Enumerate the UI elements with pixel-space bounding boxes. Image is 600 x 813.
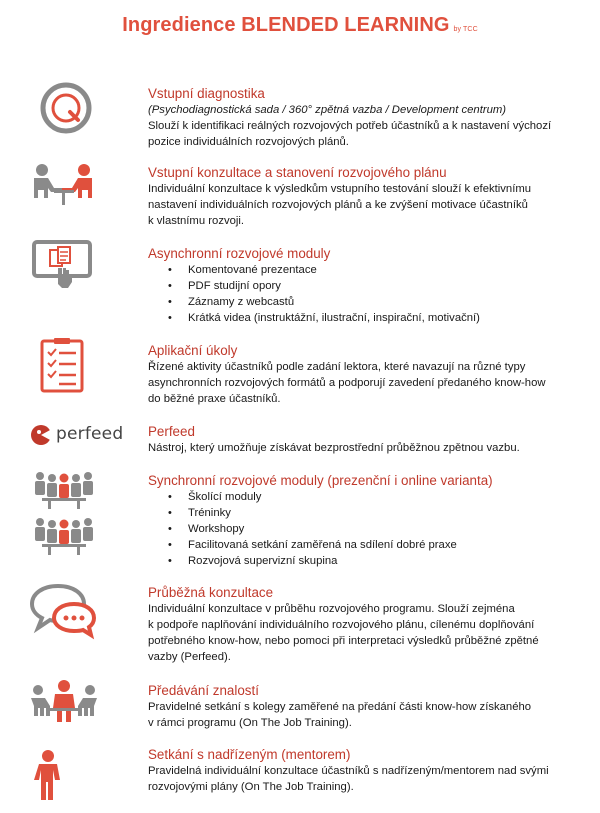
- section-text-line: do běžné praxe účastníků.: [148, 393, 281, 405]
- perfeed-logo: [30, 424, 130, 446]
- list-item: [148, 310, 588, 326]
- bullet-icon: •: [168, 296, 172, 308]
- section-text-line: k podpoře naplňování individuálního rozvojového plánu, cílenému doplňování: [148, 619, 535, 631]
- list-item: [148, 294, 588, 310]
- list-item: [148, 521, 588, 537]
- list-item-text: Rozvojová supervizní skupina: [188, 555, 338, 567]
- section-subtitle: (Psychodiagnostická sada / 360° zpětná vazba / Development centrum): [148, 104, 507, 116]
- section-list: [148, 262, 588, 326]
- knowledge-sharing-icon: [28, 678, 100, 738]
- consultation-icon: [28, 160, 100, 220]
- section-text-line: potřebného know-how, nebo pomoci při interpretaci výsledků průběžné zpětné: [148, 635, 539, 647]
- section-text-line: vazby (Perfeed).: [148, 651, 231, 663]
- page-title-text: Ingredience BLENDED LEARNING: [122, 14, 450, 36]
- section-title: Předávání znalostí: [148, 683, 259, 698]
- section-text-line: nastavení individuálních rozvojových plánů a ke zvýšení motivace účastníků: [148, 199, 528, 211]
- list-item: [148, 553, 588, 569]
- section-title: Perfeed: [148, 424, 195, 439]
- bullet-icon: •: [168, 523, 172, 535]
- speech-bubbles-icon: [28, 580, 100, 640]
- section-text-line: rozvojovými plány (On The Job Training).: [148, 781, 354, 793]
- section-vstupni-diagnostika: [148, 85, 588, 150]
- checklist-icon: [28, 336, 100, 396]
- section-title: Asynchronní rozvojové moduly: [148, 246, 331, 261]
- section-text-line: Nástroj, který umožňuje získávat bezprostřední průběžnou zpětnou vazbu.: [148, 442, 520, 454]
- magnifier-icon: [28, 78, 100, 138]
- list-item: [148, 278, 588, 294]
- bullet-icon: •: [168, 491, 172, 503]
- tablet-icon: [28, 238, 100, 298]
- perfeed-logo-text: perfeed: [56, 424, 124, 444]
- list-item-text: Tréninky: [188, 507, 231, 519]
- bullet-icon: •: [168, 312, 172, 324]
- section-title: Synchronní rozvojové moduly (prezenční i online varianta): [148, 473, 493, 488]
- section-title: Aplikační úkoly: [148, 343, 238, 358]
- section-synchronni-moduly: [148, 472, 588, 569]
- section-title: Průběžná konzultace: [148, 585, 274, 600]
- bullet-icon: •: [168, 539, 172, 551]
- list-item-text: Facilitovaná setkání zaměřená na sdílení dobré praxe: [188, 539, 457, 551]
- section-text-line: Individuální konzultace k výsledkům vstupního testování slouží k efektivnímu: [148, 183, 532, 195]
- section-text-line: k vlastnímu rozvoji.: [148, 215, 245, 227]
- section-text-line: asynchronních rozvojových formátů a podporují zavedení předaného know-how: [148, 377, 546, 389]
- bullet-icon: •: [168, 507, 172, 519]
- list-item: [148, 262, 588, 278]
- section-text-line: Pravidelné setkání s kolegy zaměřené na předání části know-how získaného: [148, 701, 532, 713]
- section-text-line: Pravidelná individuální konzultace účastníků s nadřízeným/mentorem nad svými: [148, 765, 549, 777]
- bullet-icon: •: [168, 264, 172, 276]
- section-title: Vstupní konzultace a stanovení rozvojového plánu: [148, 165, 447, 180]
- section-text-line: Slouží k identifikaci reálných rozvojových potřeb účastníků a k nastavení výchozí: [148, 120, 552, 132]
- section-title: Setkání s nadřízeným (mentorem): [148, 747, 351, 762]
- section-asynchronni-moduly: [148, 245, 588, 326]
- mentor-icon: [28, 748, 100, 808]
- list-item-text: Záznamy z webcastů: [188, 296, 295, 308]
- section-text-line: v rámci programu (On The Job Training).: [148, 717, 352, 729]
- list-item-text: Komentované prezentace: [188, 264, 317, 276]
- section-text-line: Individuální konzultace v průběhu rozvojového programu. Slouží zejména: [148, 603, 515, 615]
- bullet-icon: •: [168, 280, 172, 292]
- section-text-line: Řízené aktivity účastníků podle zadání lektora, které navazují na různé typy: [148, 361, 526, 373]
- brand-subtitle: by TCC: [453, 26, 478, 33]
- section-aplikacni-ukoly: [148, 342, 588, 407]
- bullet-icon: •: [168, 555, 172, 567]
- section-title: Vstupní diagnostika: [148, 86, 265, 101]
- section-setkani-s-nadrizenym: [148, 746, 588, 795]
- list-item-text: PDF studijní opory: [188, 280, 281, 292]
- group-icon: [28, 470, 100, 560]
- section-perfeed: [148, 423, 588, 456]
- list-item-text: Krátká videa (instruktážní, ilustrační, inspirační, motivační): [188, 312, 480, 324]
- list-item-text: Workshopy: [188, 523, 245, 535]
- section-text-line: pozice individuálních rozvojových plánů.: [148, 136, 349, 148]
- section-predavani-znalosti: [148, 682, 588, 731]
- list-item: [148, 505, 588, 521]
- list-item: [148, 537, 588, 553]
- section-prubezna-konzultace: [148, 584, 588, 665]
- page-title: [0, 14, 600, 37]
- list-item: [148, 489, 588, 505]
- list-item-text: Školící moduly: [188, 491, 262, 503]
- section-vstupni-konzultace: [148, 164, 588, 229]
- section-list: [148, 489, 588, 569]
